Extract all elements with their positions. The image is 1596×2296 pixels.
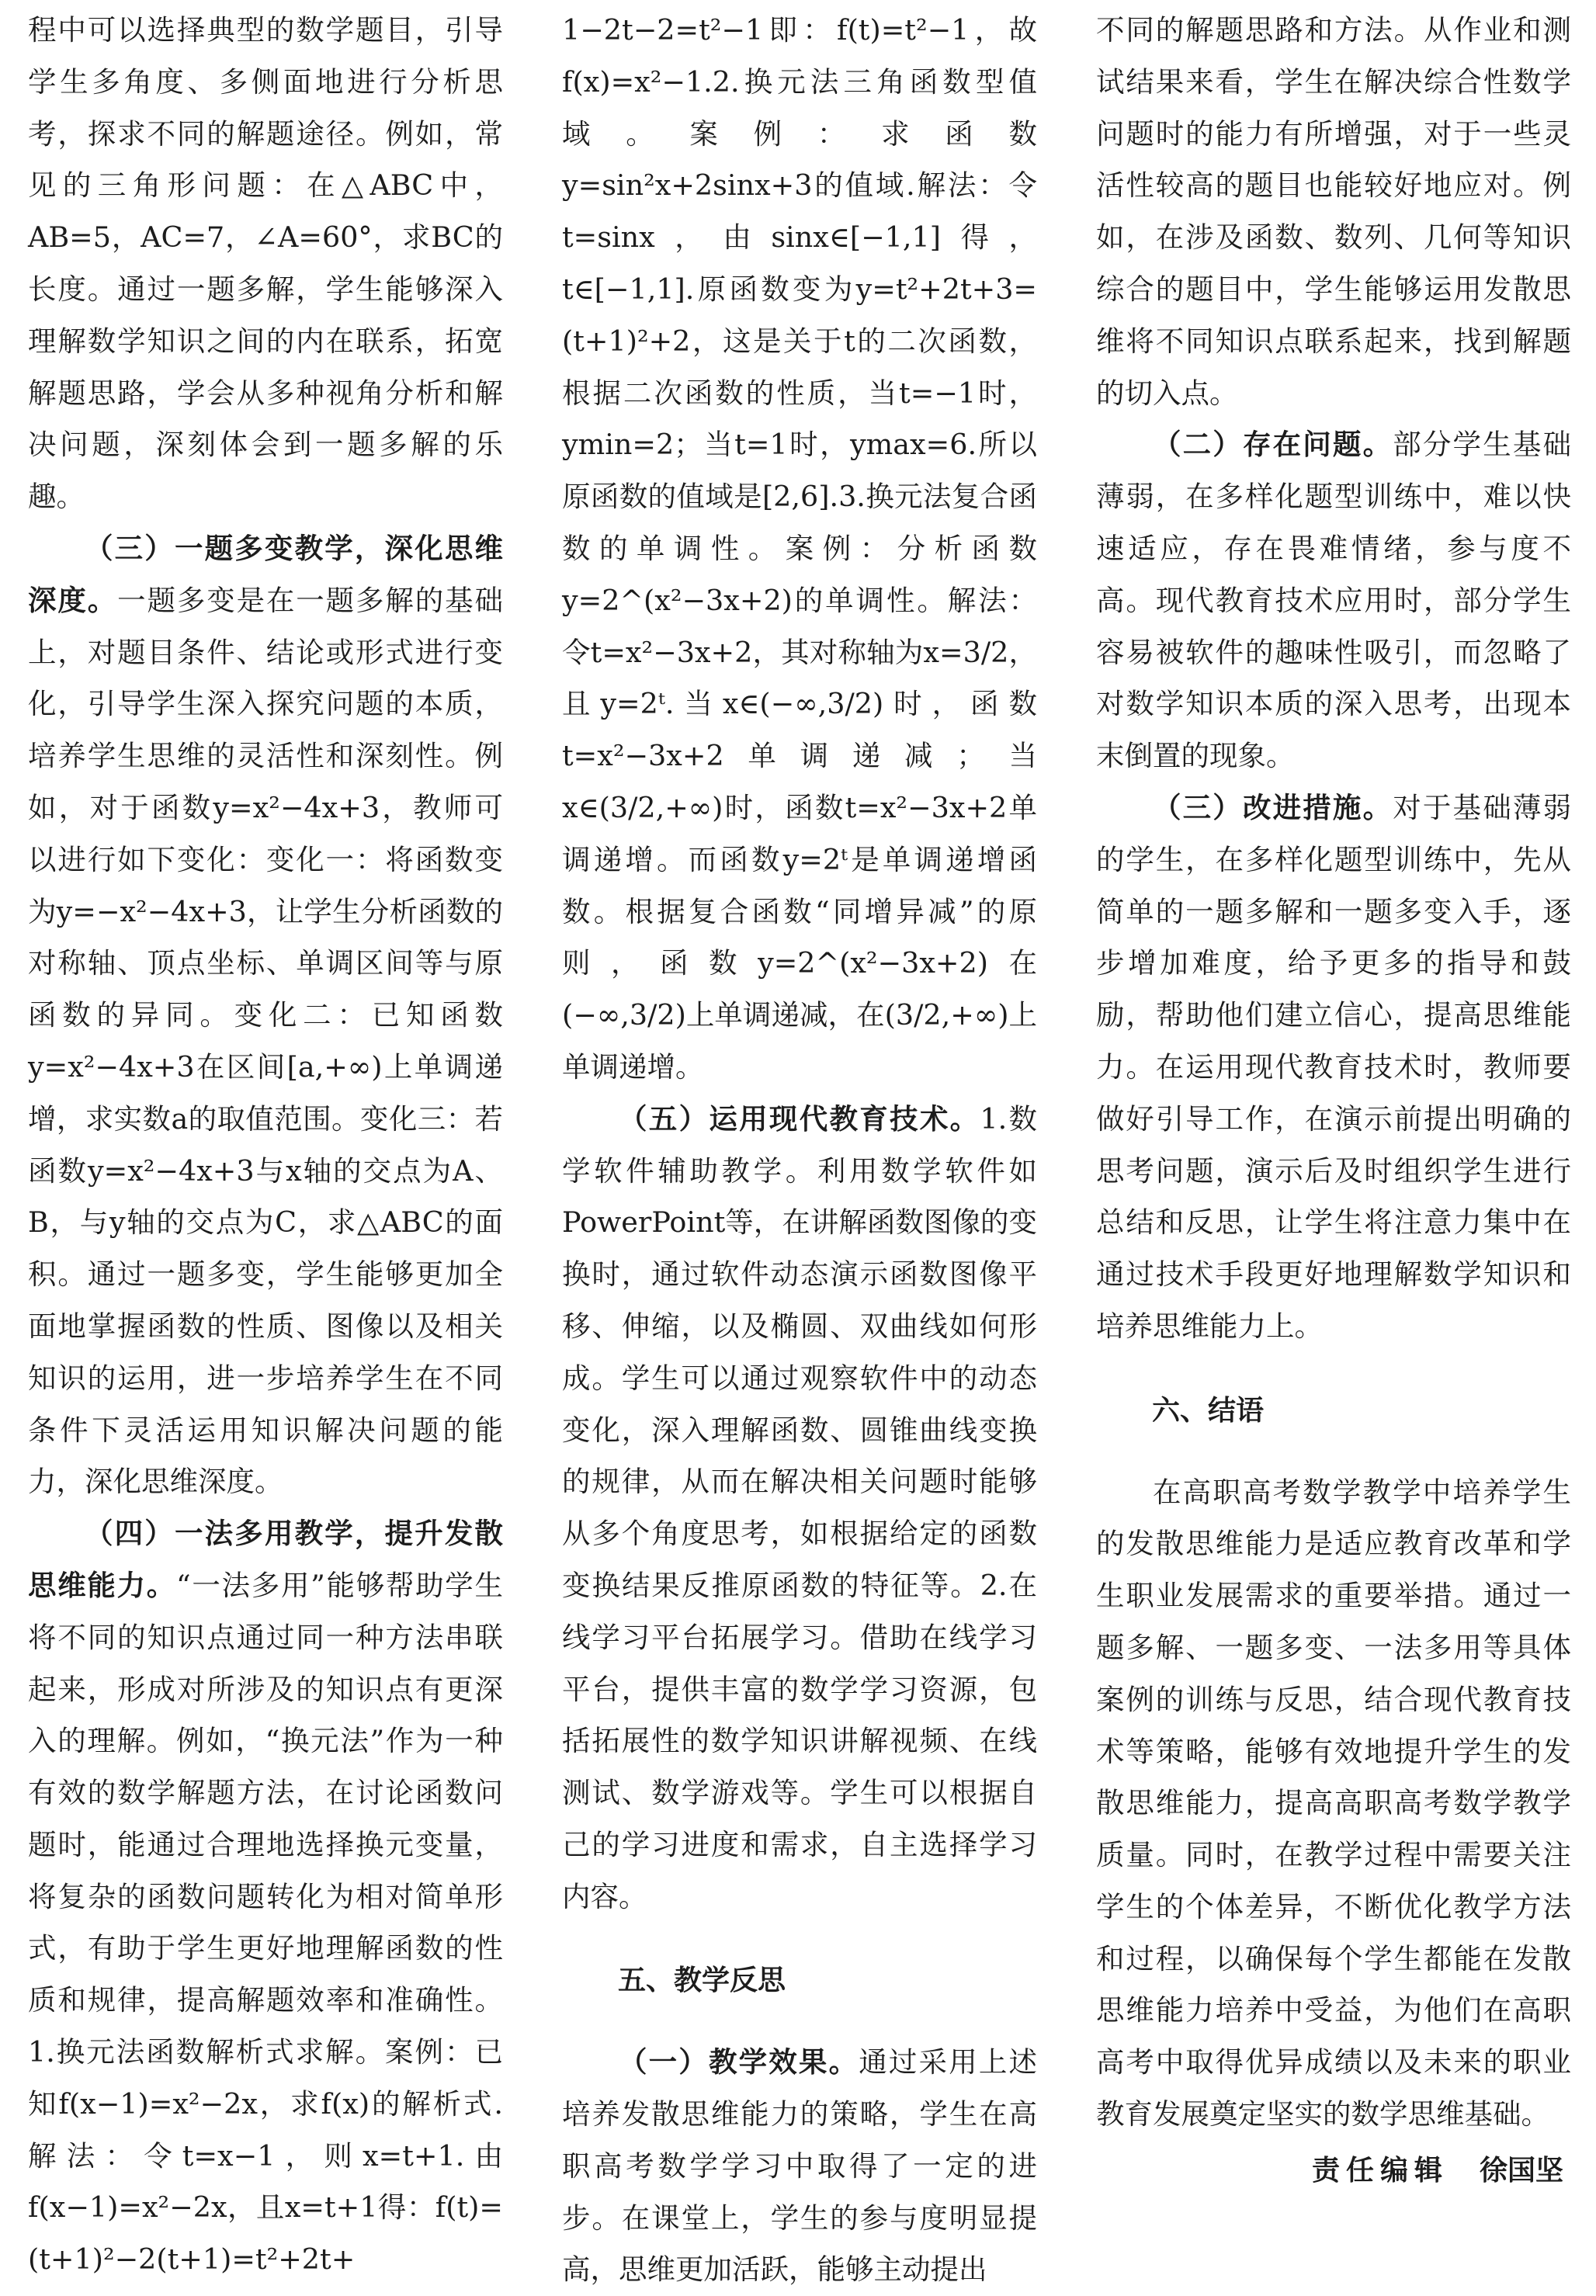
paragraph-text: 1.数学软件辅助教学。利用数学软件如PowerPoint等，在讲解函数图像的变换时，通过软件动态演示函数图像平移、伸缩，以及椭圆、双曲线如何形成。学生可以通过观察软件中的动态变化，深入理解函数、圆锥曲线变换的规律，从而在解决相关问题时能够从多个角度思考，如根据给定的函数变换结果反推原函数的特征等。2.在线学习平台拓展学习。借助在线学习平台，提供丰富的数学学习资源，包括拓展性的数学知识讲解视频、在线测试、数学游戏等。学生可以根据自己的学习进度和需求，自主选择学习内容。 (562, 1101, 1037, 1913)
paragraph (28, 523, 503, 1508)
editor-name: 徐国坚 (1479, 2155, 1563, 2187)
paragraph: 不同的解题思路和方法。从作业和测试结果来看，学生在解决综合性数学问题时的能力有所增强，对于一些灵活性较高的题目也能较好地应对。例如，在涉及函数、数列、几何等知识综合的题目中，学生能够运用发散思维将不同知识点联系起来，找到解题的切入点。 (1096, 13, 1571, 410)
subsection-heading: （五）运用现代教育技术。 (619, 1101, 980, 1136)
paragraph-text: 通过采用上述培养发散思维能力的策略，学生在高职高考数学学习中取得了一定的进步。在课堂上，学生的参与度明显提高，思维更加活跃，能够主动提出 (562, 2045, 1038, 2287)
paragraph: 在高职高考数学教学中培养学生的发散思维能力是适应教育改革和学生职业发展需求的重要举措。通过一题多解、一题多变、一法多用等具体案例的训练与反思，结合现代教育技术等策略，能够有效地提升学生的发散思维能力，提高高职高考数学教学质量。同时，在教学过程中需要关注学生的个体差异，不断优化教学方法和过程，以确保每个学生都能在发散思维能力培养中受益，为他们在高职高考中取得优异成绩以及未来的职业教育发展奠定坚实的数学思维基础。 (1096, 1475, 1571, 2131)
paragraph (1096, 419, 1571, 782)
paragraph-text: 对于基础薄弱的学生，在多样化题型训练中，先从简单的一题多解和一题多变入手，逐步增加难度，给予更多的指导和鼓励，帮助他们建立信心，提高思维能力。在运用现代教育技术时，教师要做好引导工作，在演示前提出明确的思考问题，演示后及时组织学生进行总结和反思，让学生将注意力集中在通过技术手段更好地理解数学知识和培养思维能力上。 (1096, 790, 1572, 1343)
paragraph (1096, 782, 1571, 1353)
subsection-heading: （三）一题多变教学，深化思维深度。 (28, 531, 503, 617)
subsection-heading: （四）一法多用教学，提升发散思维能力。 (28, 1517, 503, 1602)
paragraph-text: “一法多用”能够帮助学生将不同的知识点通过同一种方法串联起来，形成对所涉及的知识点有更深入的理解。例如，“换元法”作为一种有效的数学解题方法，在讨论函数问题时，能通过合理地选择换元变量，将复杂的函数问题转化为相对简单形式，有助于学生更好地理解函数的性质和规律，提高解题效率和准确性。1.换元法函数解析式求解。案例：已知f(x−1)=x²−2x，求f(x)的解析式.解法：令t=x−1，则x=t+1.由f(x−1)=x²−2x，且x=t+1得：f(t)=(t+1)²−2(t+1)=t²+2t+ (28, 1568, 504, 2277)
column-1 (28, 5, 503, 2286)
subsection-heading: （二）存在问题。 (1153, 428, 1393, 462)
subsection-heading: （一）教学效果。 (619, 2045, 859, 2079)
section-heading: 五、教学反思 (618, 1965, 786, 1997)
column-3 (1096, 5, 1571, 2141)
subsection-heading: （三）改进措施。 (1153, 790, 1393, 824)
paragraph: 1−2t−2=t²−1即：f(t)=t²−1，故f(x)=x²−1.2.换元法三角函数型值域。案例：求函数y=sin²x+2sinx+3的值域.解法：令t=sinx，由sinx∈[−1,1]得，t∈[−1,1].原函数变为y=t²+2t+3=(t+1)²+2，这是关于t的二次函数，根据二次函数的性质，当t=−1时，ymin=2；当t=1时，ymax=6.所以原函数的值域是[2,6].3.换元法复合函数的单调性。案例：分析函数y=2^(x²−3x+2)的单调性。解法：令t=x²−3x+2，其对称轴为x=3/2，且y=2ᵗ.当x∈(−∞,3/2)时，函数t=x²−3x+2单调递减；当x∈(3/2,+∞)时，函数t=x²−3x+2单调递增。而函数y=2ᵗ是单调递增函数。根据复合函数“同增异减”的原则，函数y=2^(x²−3x+2)在(−∞,3/2)上单调递减，在(3/2,+∞)上单调递增。 (562, 13, 1037, 1084)
paragraph (562, 2037, 1037, 2296)
section-heading: 六、结语 (1152, 1394, 1265, 1427)
paragraph-text: 一题多变是在一题多解的基础上，对题目条件、结论或形式进行变化，引导学生深入探究问题的本质，培养学生思维的灵活性和深刻性。例如，对于函数y=x²−4x+3，教师可以进行如下变化：变化一：将函数变为y=−x²−4x+3，让学生分析函数的对称轴、顶点坐标、单调区间等与原函数的异同。变化二：已知函数y=x²−4x+3在区间[a,+∞)上单调递增，求实数a的取值范围。变化三：若函数y=x²−4x+3与x轴的交点为A、B，与y轴的交点为C，求△ABC的面积。通过一题多变，学生能够更加全面地掌握函数的性质、图像以及相关知识的运用，进一步培养学生在不同条件下灵活运用知识解决问题的能力，深化思维深度。 (28, 583, 504, 1499)
paragraph (28, 1508, 503, 2286)
paragraph (562, 1094, 1037, 1923)
editor-role: 责任编辑 (1311, 2155, 1449, 2187)
editor-signature (1312, 2149, 1563, 2188)
column-2 (562, 5, 1037, 2296)
paragraph-text: 部分学生基础薄弱，在多样化题型训练中，难以快速适应，存在畏难情绪，参与度不高。现代教育技术应用时，部分学生容易被软件的趣味性吸引，而忽略了对数学知识本质的深入思考，出现本末倒置的现象。 (1096, 428, 1572, 773)
paragraph: 程中可以选择典型的数学题目，引导学生多角度、多侧面地进行分析思考，探求不同的解题途径。例如，常见的三角形问题：在△ABC中，AB=5，AC=7，∠A=60°，求BC的长度。通过一题多解，学生能够深入理解数学知识之间的内在联系，拓宽解题思路，学会从多种视角分析和解决问题，深刻体会到一题多解的乐趣。 (28, 13, 503, 514)
